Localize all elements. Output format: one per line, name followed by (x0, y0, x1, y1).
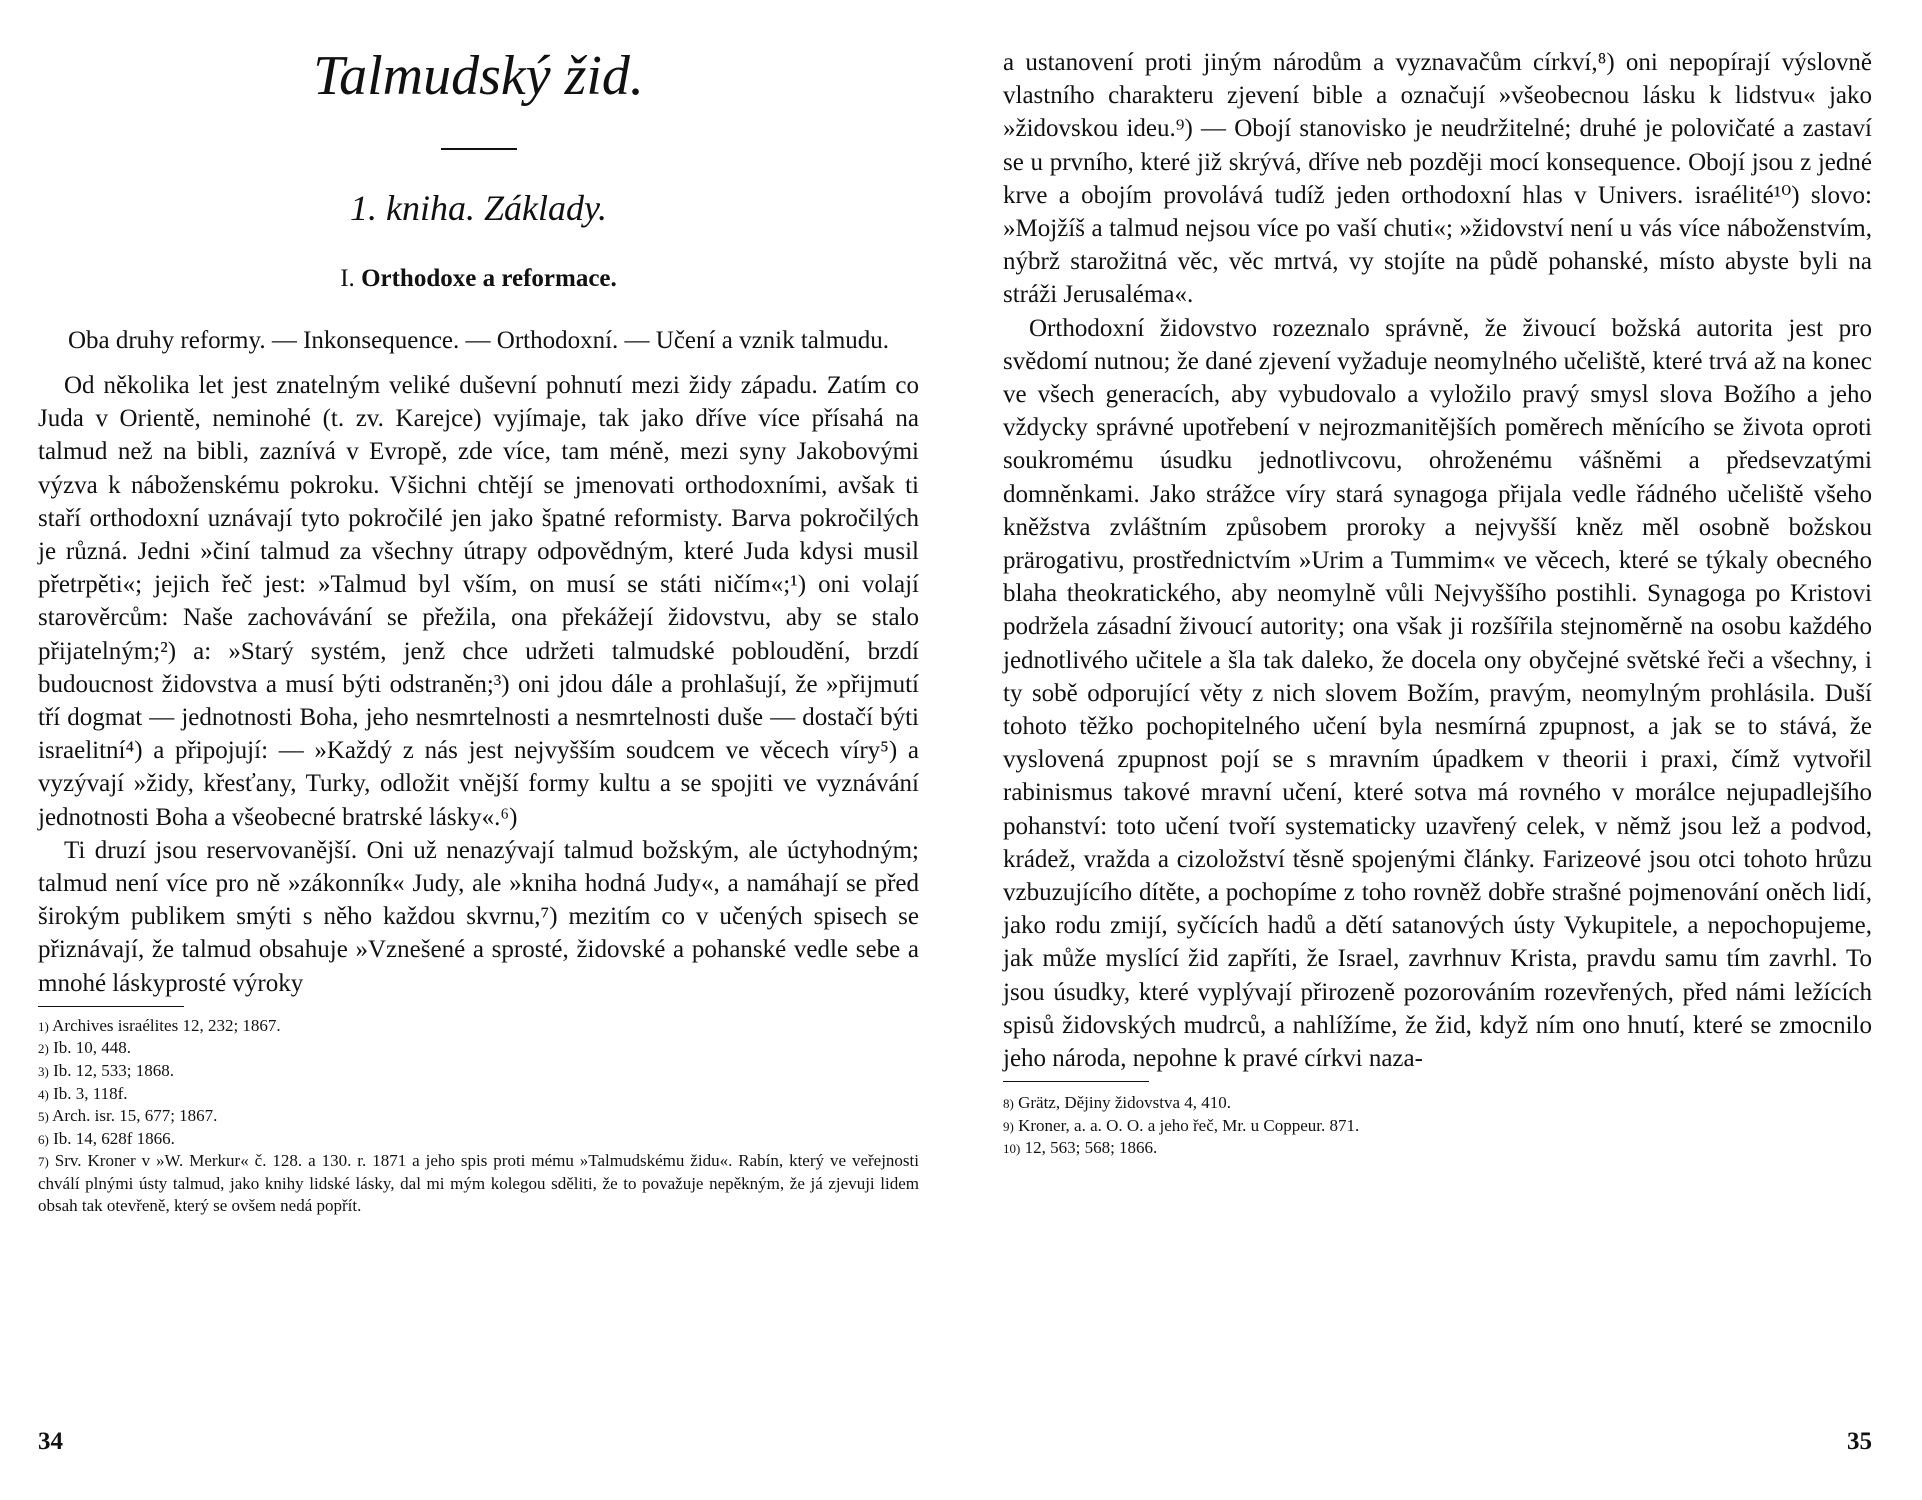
footnote (38, 1150, 919, 1216)
footnote (38, 1037, 919, 1060)
page-number: 35 (1847, 1428, 1872, 1455)
footnote-number: 10) (1003, 1141, 1021, 1157)
footnote (1003, 1115, 1872, 1138)
chapter-number: I. (340, 265, 355, 292)
footnote-text: Arch. isr. 15, 677; 1867. (52, 1106, 218, 1126)
footnote-number: 7) (38, 1154, 49, 1170)
footnote (1003, 1137, 1872, 1160)
footnote-text: Srv. Kroner v »W. Merkur« č. 128. a 130. r. 1871 a jeho spis proti mému »Talmudskému židu«. Rabín, který ve veřejnosti chválí plnými ústy talmud, jako knihy lidské lásky, dal mi mým kolegou sděliti, že to považuje nepěkným, že já zjevuji lidem obsah tak otevřeně, který se ovšem nedá popřít. (38, 1151, 919, 1215)
footnote (38, 1105, 919, 1128)
footnote-text: Ib. 3, 118f. (53, 1083, 128, 1103)
paragraph: a ustanovení proti jiným národům a vyznavačům církví,⁸) oni nepopírají výslovně vlastního charakteru zjevení bible a označují »všeobecnou lásku k lidstvu« jako »židovskou ideu.⁹) — Obojí stanovisko je neudržitelné; druhé je polovičaté a zastaví se u prvního, které již skrývá, dříve neb později mocí konsequence. Obojí jsou z jedné krve a obojím provolává tudíž jeden orthodoxní hlas v Univers. israélité¹⁰) slovo: »Mojžíš a talmud nejsou více po vaší chuti«; »židovství není u vás více náboženstvím, nýbrž starožitná věc, věc mrtvá, vy stojíte na půdě pohanské, místo abyste byli na stráži Jerusaléma«. (1003, 49, 1872, 309)
footnotes-right (1003, 1092, 1872, 1160)
footnote (38, 1060, 919, 1083)
footnote-number: 1) (38, 1018, 49, 1034)
right-page (961, 0, 1922, 1500)
paragraph: Od několika let jest znatelným veliké duševní pohnutí mezi židy západu. Zatím co Juda v Orientě, neminohé (t. zv. Karejce) vyjímaje, tak jako dříve více přísahá na talmud než na bibli, zaznívá v Evropě, zde více, tam méně, mezi syny Jakobovými výzva k náboženskému pokroku. Všichni chtějí se jmenovati orthodoxními, avšak ti staří orthodoxní uznávají tyto pokročilé jen jako špatné reformisty. Barva pokročilých je různá. Jedni »činí talmud za všechny útrapy odpovědným, které Juda kdysi musil přetrpěti«; jejich řeč jest: »Talmud byl vším, on musí se státi ničím«;¹) oni volají starověrcům: Naše zachovávání se přežila, ona překážejí židovstvu, aby se stalo přijatelným;²) a: »Starý systém, jenž chce udržeti talmudské pobloudění, brzdí budoucnost židovstva a musí býti odstraněn;³) oni jdou dále a prohlašují, že »přijmutí tří dogmat — jednotnosti Boha, jeho nesmrtelnosti a nesmrtelnosti duše — dostačí býti israelitní⁴) a připojují: — »Každý z nás jest nejvyšším soudcem ve věcech víry⁵) a vyzývají »židy, křesťany, Turky, odložit vnější formy kultu a se spojiti ve vyznávání jednotnosti Boha a všeobecné bratrské lásky«.⁶) (38, 372, 919, 831)
footnote (38, 1083, 919, 1106)
footnote-number: 9) (1003, 1118, 1014, 1134)
footnote-divider (38, 1006, 184, 1007)
footnote (38, 1015, 919, 1038)
footnote-text: 12, 563; 568; 1866. (1024, 1138, 1158, 1158)
footnote-text: Grätz, Dějiny židovstva 4, 410. (1018, 1093, 1232, 1113)
footnote (38, 1128, 919, 1151)
page-number: 34 (38, 1428, 63, 1455)
footnote-number: 8) (1003, 1096, 1014, 1112)
book-heading: 1. kniha. Základy. (350, 188, 607, 228)
footnote-text: Archives israélites 12, 232; 1867. (52, 1015, 281, 1035)
footnote-text: Kroner, a. a. O. O. a jeho řeč, Mr. u Coppeur. 871. (1018, 1115, 1360, 1135)
footnotes-left (38, 1015, 919, 1216)
footnote-text: Ib. 14, 628f 1866. (53, 1128, 175, 1148)
footnote (1003, 1092, 1872, 1115)
title-divider (441, 148, 517, 150)
chapter-heading (38, 262, 919, 296)
paragraph: Ti druzí jsou reservovanější. Oni už nenazývají talmud božským, ale úctyhodným; talmud není více pro ně »zákonník« Judy, ale »kniha hodná Judy«, a namáhají se před širokým publikem smýti s něho každou skvrnu,⁷) mezitím co v učených spisech se přiznávají, že talmud obsahuje »Vznešené a sprosté, židovské a pohanské vedle sebe a mnohé láskyprosté výroky (38, 836, 919, 997)
chapter-title: Orthodoxe a reformace. (361, 265, 617, 292)
footnote-text: Ib. 12, 533; 1868. (53, 1061, 174, 1081)
body-text-right (1003, 46, 1872, 1075)
page-title: Talmudský žid. (313, 45, 644, 107)
footnote-number: 5) (38, 1109, 49, 1125)
footnote-number: 3) (38, 1064, 49, 1080)
paragraph: Orthodoxní židovstvo rozeznalo správně, že živoucí božská autorita jest pro svědomí nutnou; že dané zjevení vyžaduje neomylného učeliště, které trvá až na konec ve všech generacích, aby vybudovalo a vyložilo pravý smysl slova Božího a jeho vždycky správné upotřebení v nejrozmanitějších poměrech měnícího se života oproti soukromému úsudku jednotlivcovu, ohroženému vášněmi a předsevzatými domněnkami. Jako strážce víry stará synagoga přijala vedle řádného učeliště všeho kněžstva zvláštním způsobem proroky a nejvyšší kněz měl osobně božskou prärogativu, prostřednictvím »Urim a Tummim« ve věcech, které se týkaly obecného blaha theokratického, aby neomylně vůli Nejvyššího postihli. Synagoga po Kristovi podržela zásadní živoucí autority; ona však ji rozšířila stejnoměrně na osobu každého jednotlivého učitele a šla tak daleko, že docela ony obyčejné světské řeči a všechny, i ty sobě odporující věty z nich slovem Božím, pravým, neomylným prohlásila. Duší tohoto těžko pochopitelného učení byla nesmírná zpupnost, a jak se to stává, že vyslovená zpupnost pojí se s mravním úpadkem v theorii i praxi, čímž vytvořil rabinismus takové mravní učení, které sotva má rovného v morálce nejupadlejšího pohanství: toto učení tvoří systematicky uzavřený celek, v němž jsou lež a podvod, krádež, vražda a cizoložství těsně spojenými články. Farizeové jsou otci tohoto hrůzu vzbuzujícího dítěte, a pochopíme z toho rovněž dobře strašné pojmenování oněch lidí, jako rodu zmijí, syčících hadů a dětí satanových ústy Vykupitele, a nepochopujeme, jak může myslící žid zapříti, že Israel, zavrhnuv Krista, pravdu samu tím zavrhl. To jsou úsudky, které vyplývají přirozeně pozorováním rozevřených, před námi ležících spisů židovských mudrců, a nahlížíme, že žid, když ním ono hnutí, které se zmocnilo jeho národa, nepohne k pravé církvi naza- (1003, 314, 1872, 1073)
footnote-number: 4) (38, 1086, 49, 1102)
chapter-subtitle: Oba druhy reformy. — Inkonsequence. — Orthodoxní. — Učení a vznik talmudu. (67, 327, 890, 354)
footnote-divider (1003, 1081, 1149, 1082)
body-text-left (38, 369, 919, 1000)
footnote-text: Ib. 10, 448. (53, 1038, 132, 1058)
footnote-number: 2) (38, 1041, 49, 1057)
footnote-number: 6) (38, 1131, 49, 1147)
